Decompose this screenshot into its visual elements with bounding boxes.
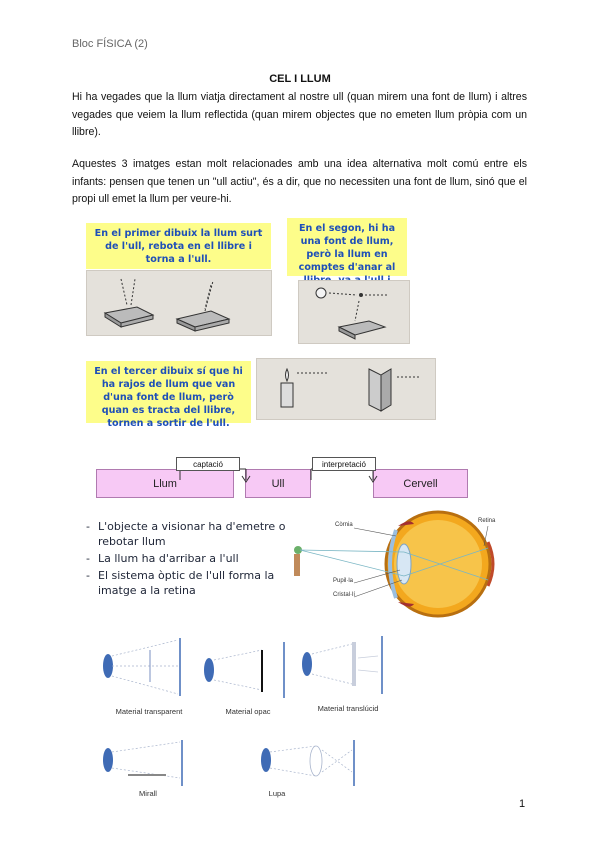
label-mirror: Mirall <box>139 789 157 798</box>
list-item: - El sistema òptic de l'ull forma la imatge a la retina <box>86 568 286 598</box>
label-lens: Cristal·lí <box>333 592 355 598</box>
label-retina: Retina <box>478 518 496 524</box>
label-transparent: Material transparent <box>115 707 183 716</box>
label-pupil: Pupil·la <box>333 578 354 584</box>
book-reflection-sketch <box>87 271 271 335</box>
flow-box-ull: Ull <box>245 469 311 498</box>
document-header: Bloc FÍSICA (2) <box>72 38 148 50</box>
lamp-book-sketch <box>299 281 409 343</box>
note-second-drawing: En el segon, hi ha una font de llum, però la llum en comptes d'anar al <box>287 218 407 276</box>
label-translucent: Material translúcid <box>317 704 379 713</box>
first-drawing-image <box>86 270 272 336</box>
second-drawing-image <box>298 280 410 344</box>
flow-box-llum: Llum <box>96 469 234 498</box>
list-item: - L'objecte a visionar ha d'emetre o rebotar llum <box>86 519 286 549</box>
requirements-list <box>86 519 286 600</box>
diagram-mirror <box>100 738 190 788</box>
diagram-opaque <box>200 640 290 700</box>
list-item: - La llum ha d'arribar a l'ull <box>86 551 286 566</box>
flow-box-cervell: Cervell <box>373 469 468 498</box>
note-third-drawing: En el tercer dibuix sí que hi ha rajos de llum que van d'una font de llum, però quan es tracta del llibre, tornen a sortir de l'ull. <box>86 361 251 423</box>
diagram-translucent <box>298 634 390 696</box>
third-drawing-image <box>256 358 436 420</box>
label-magnifier: Lupa <box>268 789 286 798</box>
eye-cross-section <box>292 508 500 620</box>
label-opaque: Material opac <box>225 707 271 716</box>
note-first-drawing: En el primer dibuix la llum surt de l'ull, rebota en el llibre i torna a l'ull. <box>86 223 271 269</box>
label-cornea: Còrnia <box>335 522 353 528</box>
diagram-magnifier <box>256 738 366 788</box>
candle-book-sketch <box>257 359 435 419</box>
page-title: CEL I LLUM <box>269 73 331 85</box>
flow-label-captacio: captació <box>176 457 240 471</box>
idea-paragraph: Aquestes 3 imatges estan molt relacionades amb una idea alternativa molt comú entre els infants: pensen que tenen un "ull actiu", és a dir, que no necessiten una font de llum, sinó que el propi ull emet la llum per veure-hi. <box>72 158 527 205</box>
page-number: 1 <box>519 798 526 810</box>
intro-paragraph: Hi ha vegades que la llum viatja directament al nostre ull (quan mirem una font de llum) i altres vegades que veiem la llum reflectida (quan mirem objectes que no emeten llum pròpia com un llibre). <box>72 91 527 138</box>
flow-label-interpretacio: interpretació <box>312 457 376 471</box>
diagram-transparent <box>100 636 190 698</box>
eye-diagram <box>292 508 500 620</box>
